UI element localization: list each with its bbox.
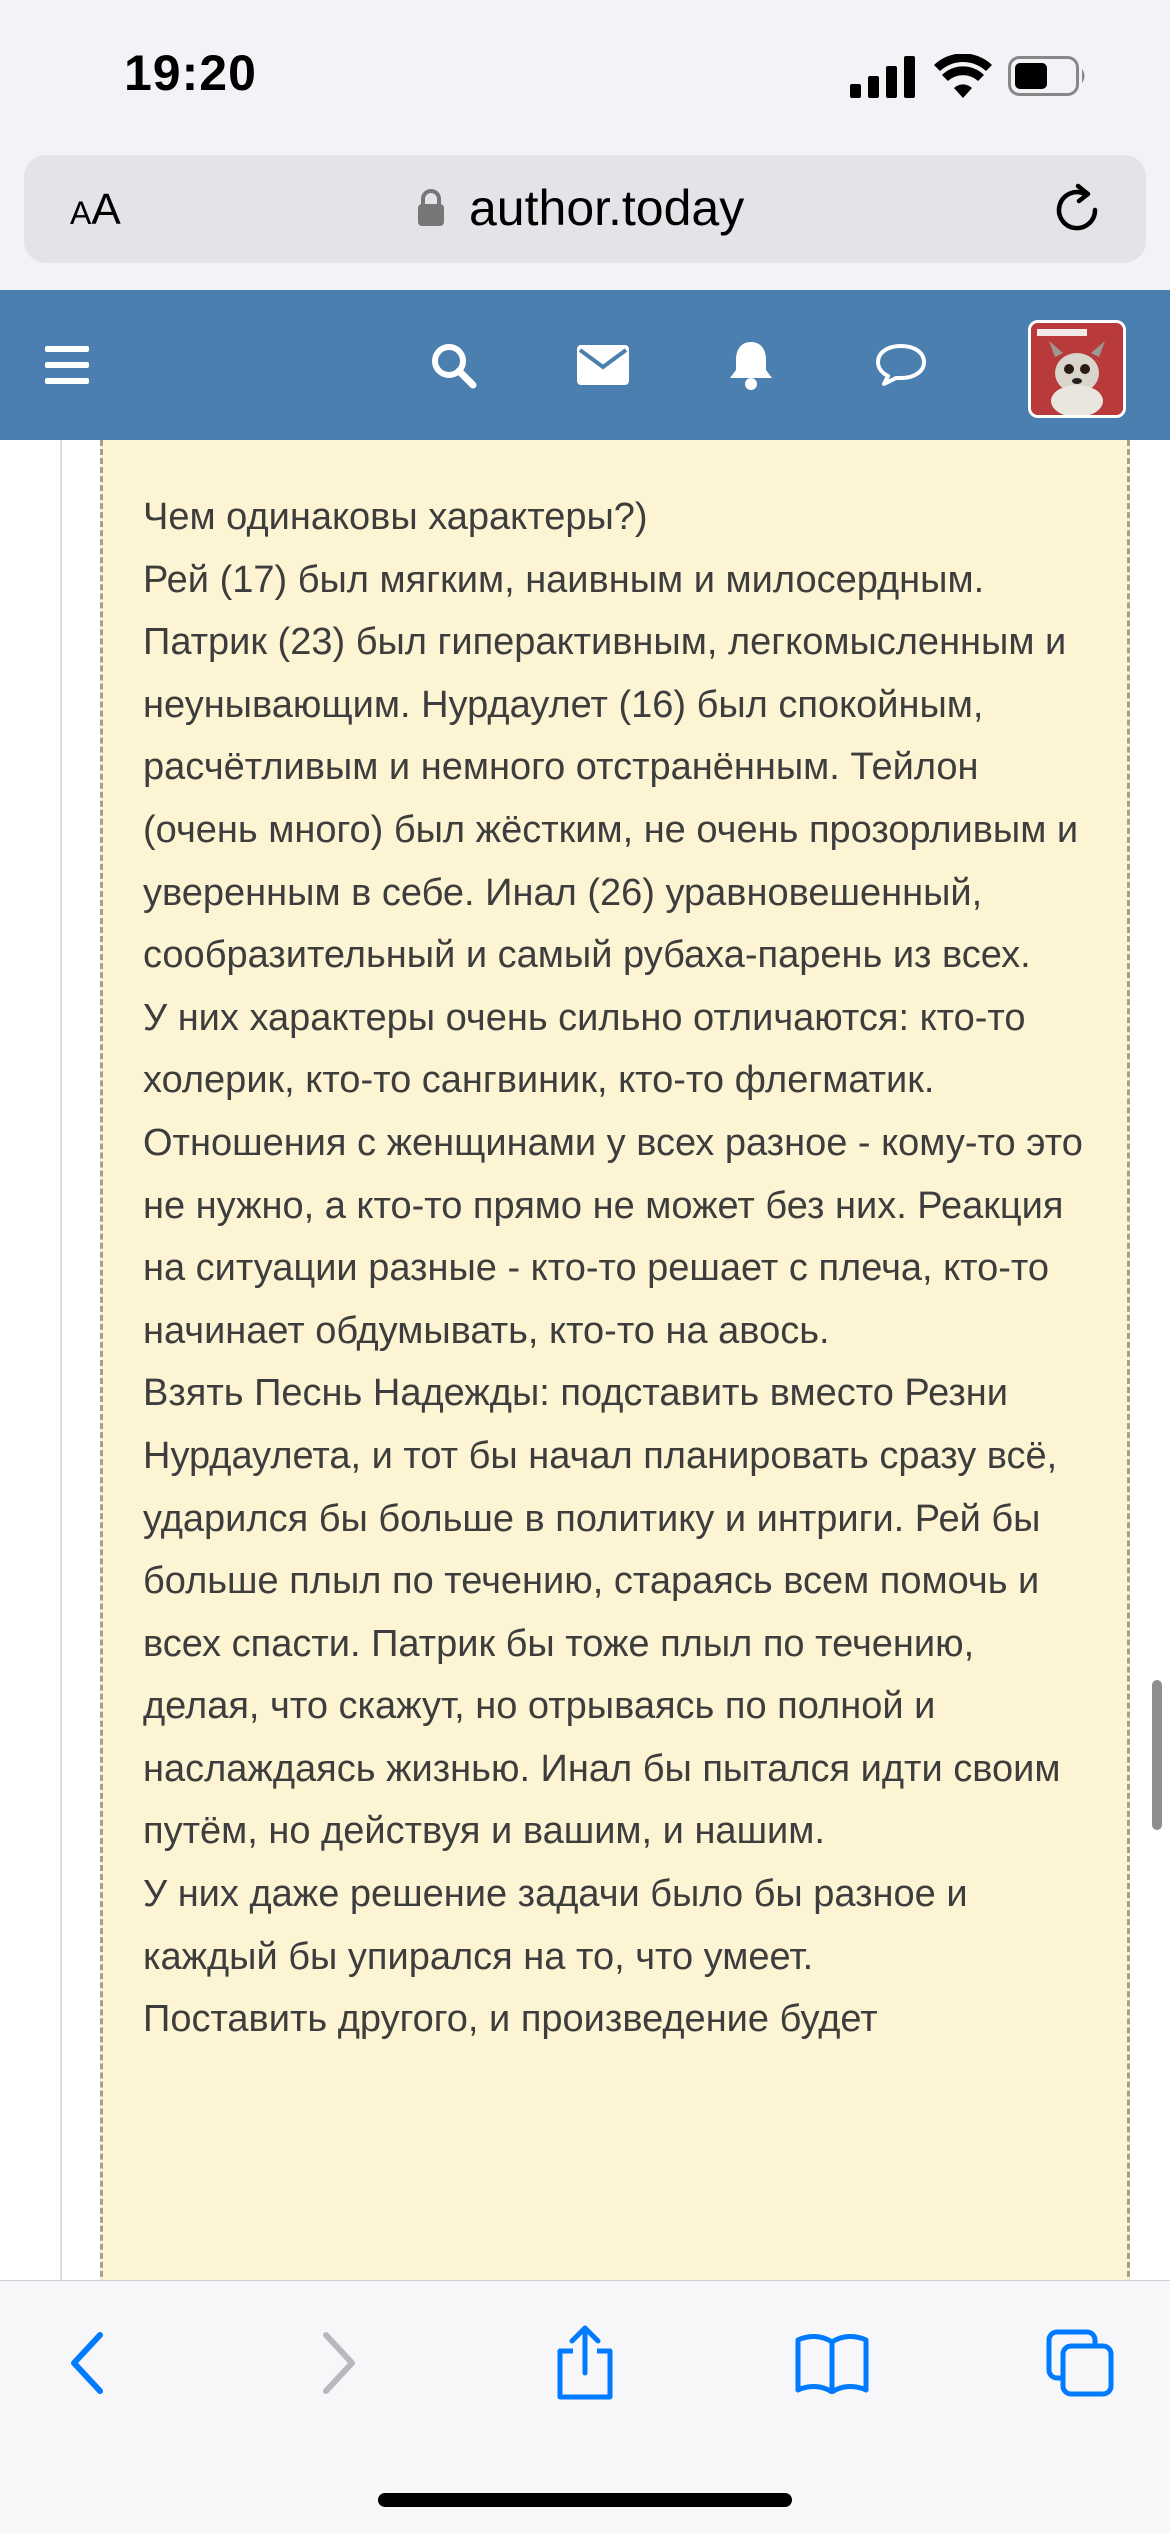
browser-toolbar — [0, 2280, 1170, 2533]
address-bar[interactable] — [24, 155, 1146, 263]
search-icon[interactable] — [420, 334, 486, 396]
reload-icon[interactable] — [1050, 183, 1104, 237]
status-time: 19:20 — [124, 45, 257, 101]
chat-icon[interactable] — [868, 334, 934, 396]
status-bar — [0, 0, 1170, 145]
share-icon[interactable] — [545, 2323, 625, 2403]
menu-icon[interactable] — [34, 334, 100, 396]
tabs-icon[interactable] — [1040, 2323, 1120, 2403]
home-indicator — [378, 2493, 792, 2507]
quote-paragraph: Рей (17) был мягким, наивным и милосердным. Патрик (23) был гиперактивным, легкомысленным и неунывающим. Нурдаулет (16) был спокойным, расчётливым и немного отстранённым. Тейлон (очень много) был жёстким, не очень прозорливым и уверенным в себе. Инал (26) уравновешенный, сообразительный и самый рубаха-парень из всех. — [143, 558, 1079, 977]
scrollbar[interactable] — [1152, 1680, 1162, 1830]
wifi-icon — [934, 54, 992, 98]
quote-text — [143, 486, 1093, 2051]
quote-paragraph: Чем одинаковы характеры?) — [143, 496, 648, 538]
lock-icon — [417, 189, 445, 227]
bell-icon[interactable] — [718, 334, 784, 396]
forward-icon — [298, 2323, 378, 2403]
quote-paragraph: У них даже решение задачи было бы разное и каждый бы упирался на то, что умеет. — [143, 1873, 968, 1978]
browser-address-area — [0, 145, 1170, 290]
quote-paragraph: У них характеры очень сильно отличаются: кто-то холерик, кто-то сангвиник, кто-то флегматик. Отношения с женщинами у всех разное - кому-то это не нужно, а кто-то прямо не может без них. Реакция на ситуации разные - кто-то решает с плеча, кто-то начинает обдумывать, кто-то на авось. — [143, 996, 1083, 1352]
back-icon[interactable] — [48, 2323, 128, 2403]
battery-icon — [1008, 56, 1088, 96]
quote-paragraph: Взять Песнь Надежды: подставить вместо Резни Нурдаулета, и тот бы начал планировать сразу всё, ударился бы больше в политику и интриги. Рей бы больше плыл по течению, стараясь всем помочь и всех спасти. Патрик бы тоже плыл по течению, делая, что скажут, но отрываясь по полной и наслаждаясь жизнью. Инал бы пытался идти своим путём, но действуя и вашим, и нашим. — [143, 1372, 1061, 1853]
site-navbar — [0, 290, 1170, 440]
user-avatar[interactable] — [1028, 320, 1126, 418]
page-content — [0, 440, 1170, 2280]
bookmarks-icon[interactable] — [792, 2323, 872, 2403]
comment-thread-line — [60, 440, 62, 2280]
cellular-signal-icon — [850, 56, 916, 98]
quote-paragraph: Поставить другого, и произведение будет — [143, 1998, 878, 2041]
mail-icon[interactable] — [570, 334, 636, 396]
quote-block — [100, 440, 1130, 2280]
text-size-button[interactable]: AA — [70, 185, 121, 234]
url-text[interactable]: author.today — [469, 180, 745, 236]
